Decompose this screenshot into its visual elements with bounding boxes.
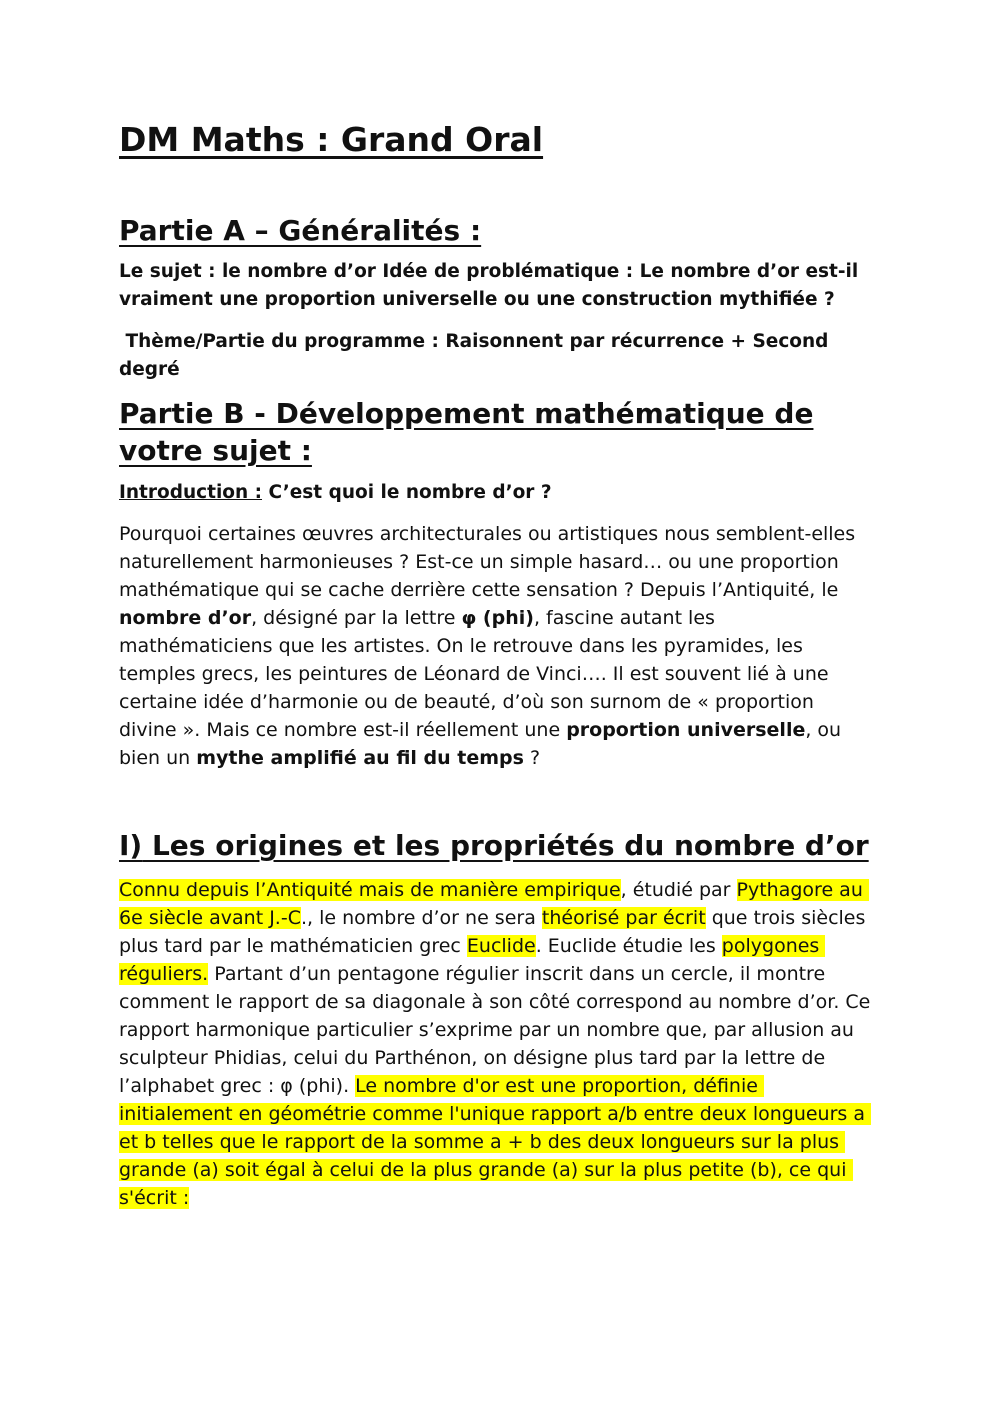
highlight-pythagore: Pythagore au 6e siècle avant J.-C	[119, 879, 869, 929]
section-1-text-4: . Euclide étudie les	[535, 935, 722, 957]
section-1-heading	[119, 827, 874, 864]
sujet-paragraph: Le sujet : le nombre d’or Idée de problématique : Le nombre d’or est-il vraiment une proportion universelle ou une construction mythifiée ?	[119, 261, 859, 310]
intro-text-3: , fascine autant les mathématiciens que les artistes. On le retrouve dans les pyramides, les temples grecs, les peintures de Léonard de Vinci…. Il est souvent lié à une certaine idée d’harmonie ou de beauté, d’où son surnom de « proportion divine ». Mais ce nombre est-il réellement une	[119, 607, 835, 741]
highlight-euclide: Euclide	[466, 935, 536, 957]
highlight-antiquite: Connu depuis l’Antiquité mais de manière empirique	[119, 879, 621, 901]
intro-text-2: , désigné par la lettre	[251, 607, 462, 629]
introduction-question: C’est quoi le nombre d’or ?	[262, 482, 552, 503]
document-content	[119, 118, 877, 1212]
highlight-theorise: théorisé par écrit	[541, 907, 706, 929]
intro-bold-nombre-dor: nombre d’or	[119, 607, 252, 629]
section-1-text-2: ., le nombre d’or ne sera	[300, 907, 542, 929]
introduction-label: Introduction :	[119, 482, 263, 503]
partie-b-heading: Partie B - Développement mathématique de votre sujet :	[119, 397, 814, 467]
intro-text-4: , ou bien un	[119, 719, 848, 769]
section-1-text-5: Partant d’un pentagone régulier inscrit dans un cercle, il montre comment le rapport de sa diagonale à son côté correspond au nombre d’or. Ce rapport harmonique particulier s’exprime par un nombre que, par allusion au sculpteur Phidias, celui du Parthénon, on désigne plus tard par la lettre de l’alphabet grec : φ (phi).	[119, 963, 877, 1097]
intro-text-1: Pourquoi certaines œuvres architecturales ou artistiques nous semblent-elles naturellement harmonieuses ? Est-ce un simple hasard… ou une proportion mathématique qui se cache derrière cette sensation ? Depuis l’Antiquité, le	[119, 523, 862, 601]
intro-bold-proportion: proportion universelle	[566, 719, 806, 741]
section-1-paragraph	[119, 876, 877, 1212]
section-1-text-1: , étudié par	[620, 879, 737, 901]
document-title: DM Maths : Grand Oral	[119, 120, 544, 159]
highlight-definition: Le nombre d'or est une proportion, définie initialement en géométrie comme l'unique rapport a/b entre deux longueurs a et b telles que le rapport de la somme a + b des deux longueurs sur la plus grande (a) soit égal à celui de la plus grande (a) sur la plus petite (b), ce qui s'écrit :	[119, 1075, 872, 1209]
section-1-text-3: que trois siècles plus tard par le mathématicien grec	[119, 907, 872, 957]
partie-a-heading: Partie A – Généralités :	[119, 214, 482, 247]
theme-paragraph: Thème/Partie du programme : Raisonnent par récurrence + Second degré	[119, 331, 835, 380]
section-1-title: Les origines et les propriétés du nombre d’or	[142, 829, 869, 862]
intro-text-5: ?	[523, 747, 541, 769]
section-1-number: I)	[119, 829, 143, 862]
intro-bold-phi: φ (phi)	[461, 607, 534, 629]
introduction-line	[119, 479, 874, 507]
intro-bold-mythe: mythe amplifié au fil du temps	[196, 747, 524, 769]
introduction-paragraph	[119, 520, 874, 772]
highlight-polygones: polygones réguliers.	[119, 935, 826, 985]
